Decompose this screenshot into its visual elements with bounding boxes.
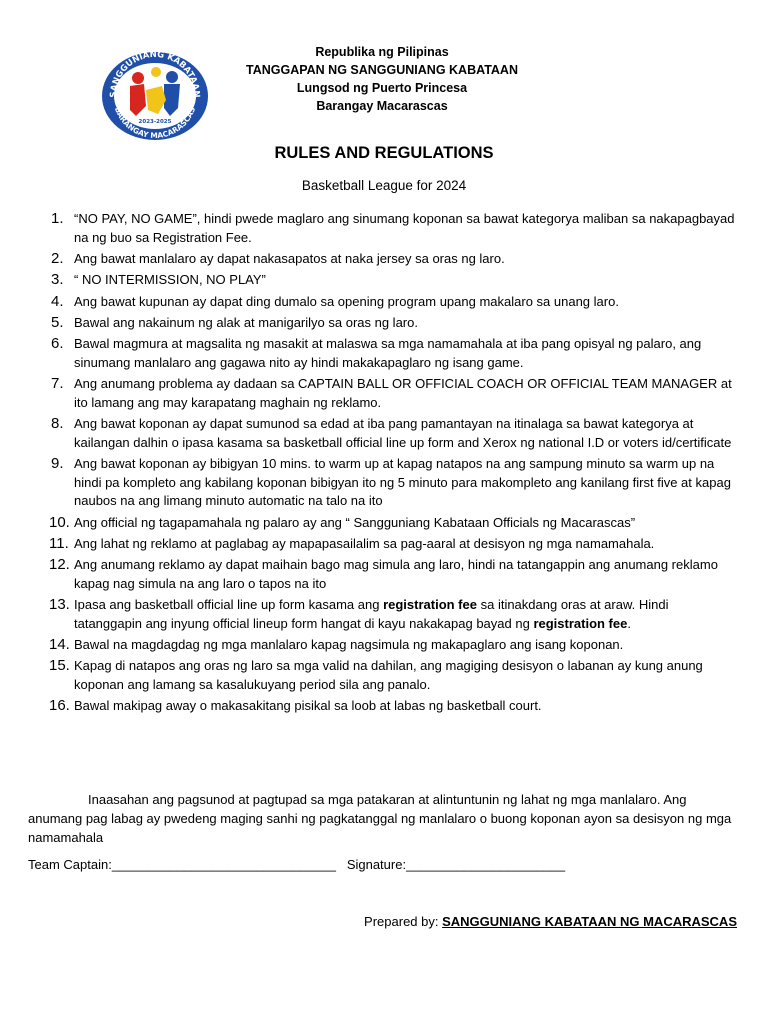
document-title: RULES AND REGULATIONS [274, 144, 494, 162]
registration-fee-emphasis: registration fee [533, 615, 628, 631]
seal-bottom-text: BARANGAY MACARASCAS [112, 105, 198, 141]
rule-text: Ang lahat ng reklamo at paglabag ay mapapasailalim sa pag-aaral at desisyon ng mga namamahala. [74, 535, 655, 551]
rule-item [0, 250, 738, 269]
letterhead-line-city: Lungsod ng Puerto Princesa [296, 81, 468, 95]
rule-text: Ang anumang reklamo ay dapat maihain bago mag simula ang laro, hindi na tatangappin ang anumang reklamo kapag nag simula na ang laro o tapos na ito [74, 557, 718, 591]
rule-text: Bawal magmura at magsalita ng masakit at malaswa sa mga namamahala at iba pang opisyal ng palaro, ang sinumang manlalaro ang gagawa nito ay hindi makakapaglaro ng isang game. [74, 336, 702, 370]
rule-item [0, 596, 738, 633]
signature-row [28, 857, 565, 872]
rule-item [0, 271, 738, 290]
rule-number: 16. [49, 697, 70, 715]
rule-text: Ang anumang problema ay dadaan sa CAPTAIN BALL OR OFFICIAL COACH OR OFFICIAL TEAM MANAGER at ito lamang ang may karapatang maghain ng reklamo. [74, 376, 732, 410]
rule-item [0, 535, 738, 554]
rule-item [0, 293, 738, 312]
team-captain-label: Team Captain: [28, 857, 112, 872]
rule-number: 7. [51, 375, 64, 393]
rule-number: 13. [49, 596, 70, 614]
rule-number: 15. [49, 657, 70, 675]
rule-text: Ang bawat koponan ay dapat sumunod sa edad at iba pang pamantayan na itinalaga sa bawat kategorya at kailangan dalhin o ipasa kasama sa basketball official line up form and Xerox ng national I.D or voters id/certificate [74, 416, 732, 450]
rule-text-part: . [627, 615, 631, 631]
rule-number: 4. [51, 292, 64, 310]
rule-number: 10. [49, 513, 70, 531]
rule-text: Bawal makipag away o makasakitang pisikal sa loob at labas ng basketball court. [74, 698, 542, 714]
rule-item [0, 314, 738, 333]
rule-item [0, 657, 738, 694]
rule-text: Ang bawat koponan ay bibigyan 10 mins. to warm up at kapag natapos na ang sampung minuto sa warm up na hindi pa kompleto ang kabilang koponan bibigyan ito ng 5 minuto para makompleto ang kanilang first five at kapag naubos na ang limang minuto automatic na talo na ito [74, 456, 731, 509]
rule-text: “ NO INTERMISSION, NO PLAY” [74, 272, 266, 288]
rule-item [0, 455, 738, 511]
letterhead [220, 43, 544, 115]
players-figure-icon [130, 67, 180, 116]
letterhead-line-republic: Republika ng Pilipinas [315, 45, 449, 59]
signature-line: ______________________ [406, 857, 566, 872]
team-captain-line: _______________________________ [111, 857, 336, 872]
rule-item [0, 556, 738, 593]
rule-number: 9. [51, 455, 64, 473]
rule-number: 14. [49, 636, 70, 654]
signature-label: Signature: [346, 857, 407, 872]
rule-number: 5. [51, 314, 64, 332]
document-subtitle: Basketball League for 2024 [301, 178, 467, 193]
seal-year-text: 2023-2025 [138, 119, 172, 125]
rule-number: 2. [51, 249, 64, 267]
rule-item [0, 375, 738, 412]
seal-top-text: SANGGUNIANG KABATAAN [108, 50, 202, 98]
rule-item [0, 210, 738, 247]
rule-item [0, 636, 738, 655]
rule-number: 12. [49, 556, 70, 574]
rule-number: 3. [51, 271, 64, 289]
rules-list [0, 210, 738, 719]
rule-text [74, 597, 668, 631]
rule-item [0, 514, 738, 533]
sk-seal-logo [100, 50, 210, 142]
rule-text: Ang bawat manlalaro ay dapat nakasapatos at naka jersey sa oras ng laro. [74, 250, 505, 266]
prepared-by [364, 914, 737, 929]
rule-number: 6. [51, 335, 64, 353]
prepared-by-label: Prepared by: [364, 914, 443, 929]
letterhead-line-office: TANGGAPAN NG SANGGUNIANG KABATAAN [246, 63, 518, 77]
rule-number: 8. [51, 415, 64, 433]
rule-text: Bawal ang nakainum ng alak at manigarilyo sa oras ng laro. [74, 315, 418, 331]
rule-text: “NO PAY, NO GAME”, hindi pwede maglaro ang sinumang koponan sa bawat kategorya maliban sa nakapagbayad na ng buo sa Registration Fee. [74, 211, 735, 245]
rule-text: Bawal na magdagdag ng mga manlalaro kapag nagsimula ng makapaglaro ang isang koponan. [74, 637, 624, 653]
prepared-by-org: SANGGUNIANG KABATAAN NG MACARASCAS [442, 914, 737, 929]
rule-text: Kapag di natapos ang oras ng laro sa mga valid na dahilan, ang magiging desisyon o labanan ay kung anung koponan ang lamang sa kasalukuyang period sila ang panalo. [74, 658, 703, 692]
rule-text-part: sa itinakdang oras at araw. Hindi tatanggapin ang inyung official lineup form hangat di kayu nakakapag bayad ng [74, 597, 669, 631]
rule-number: 1. [51, 210, 64, 227]
rule-item [0, 697, 738, 716]
rule-text: Ang bawat kupunan ay dapat ding dumalo sa opening program upang makalaro sa unang laro. [74, 293, 619, 309]
rule-number: 11. [49, 534, 69, 552]
rule-item [0, 415, 738, 452]
rule-item [0, 335, 738, 372]
closing-paragraph: Inaasahan ang pagsunod at pagtupad sa mga patakaran at alintuntunin ng lahat ng mga manlalaro. Ang anumang pag labag ay pwedeng maging sanhi ng pagkatanggal ng manlalaro o buong koponan ayon sa desisyon ng mga namamahala [28, 792, 732, 845]
rule-text: Ang official ng tagapamahala ng palaro ay ang “ Sangguniang Kabataan Officials ng Macarascas” [74, 514, 636, 530]
letterhead-line-barangay: Barangay Macarascas [316, 99, 448, 113]
registration-fee-emphasis: registration fee [383, 597, 477, 613]
rule-text-part: Ipasa ang basketball official line up form kasama ang [74, 597, 384, 613]
